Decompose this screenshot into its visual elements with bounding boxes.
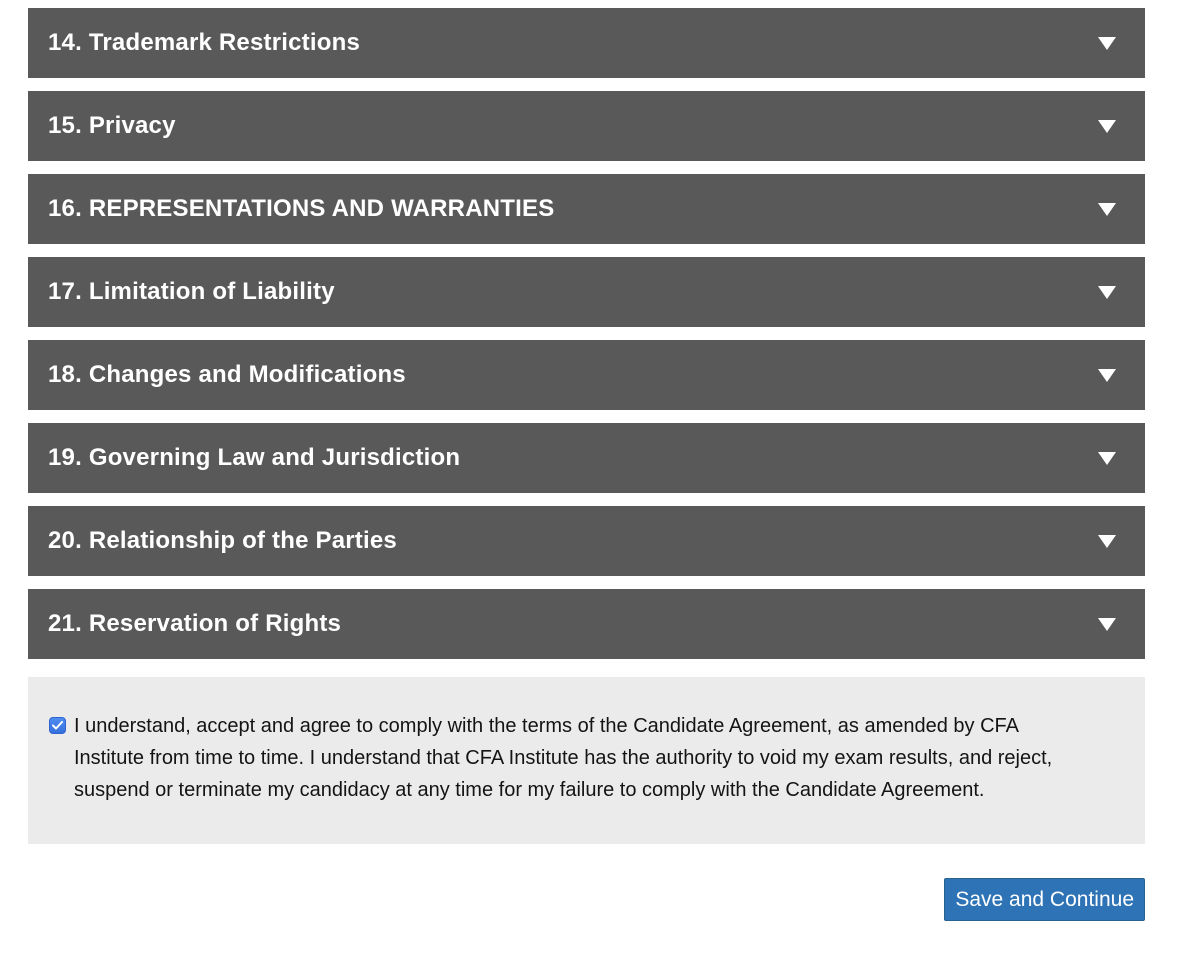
section-title: 16. REPRESENTATIONS AND WARRANTIES (48, 195, 555, 222)
section-title: 19. Governing Law and Jurisdiction (48, 444, 461, 471)
accordion-section-21-reservation-of-rights[interactable] (28, 589, 1145, 659)
accordion-section-19-governing-law-and-jurisdiction[interactable] (28, 423, 1145, 493)
accordion-section-20-relationship-of-the-parties[interactable] (28, 506, 1145, 576)
accordion-section-14-trademark-restrictions[interactable] (28, 8, 1145, 78)
accordion-section-18-changes-and-modifications[interactable] (28, 340, 1145, 410)
checkmark-icon (52, 721, 63, 730)
chevron-down-icon (1098, 452, 1116, 465)
section-title: 21. Reservation of Rights (48, 610, 342, 637)
chevron-down-icon (1098, 37, 1116, 50)
section-title: 15. Privacy (48, 112, 176, 139)
agreement-checkbox[interactable] (49, 717, 66, 734)
chevron-down-icon (1098, 618, 1116, 631)
accordion-section-15-privacy[interactable] (28, 91, 1145, 161)
chevron-down-icon (1098, 203, 1116, 216)
chevron-down-icon (1098, 535, 1116, 548)
agreement-panel (28, 677, 1145, 844)
section-title: 20. Relationship of the Parties (48, 527, 397, 554)
accordion-section-17-limitation-of-liability[interactable] (28, 257, 1145, 327)
footer-actions (28, 878, 1145, 921)
chevron-down-icon (1098, 120, 1116, 133)
section-title: 18. Changes and Modifications (48, 361, 406, 388)
chevron-down-icon (1098, 369, 1116, 382)
accordion-section-16-representations-and-warranties[interactable] (28, 174, 1145, 244)
section-title: 14. Trademark Restrictions (48, 29, 361, 56)
candidate-agreement-page (28, 8, 1145, 921)
agreement-text: I understand, accept and agree to comply with the terms of the Candidate Agreement, as amended by CFA Institute from time to time. I understand that CFA Institute has the authority to void my exam results, and reject, suspend or terminate my candidacy at any time for my failure to comply with the Candidate Agreement. (74, 715, 1053, 801)
section-title: 17. Limitation of Liability (48, 278, 335, 305)
save-and-continue-button[interactable]: Save and Continue (944, 878, 1145, 921)
chevron-down-icon (1098, 286, 1116, 299)
